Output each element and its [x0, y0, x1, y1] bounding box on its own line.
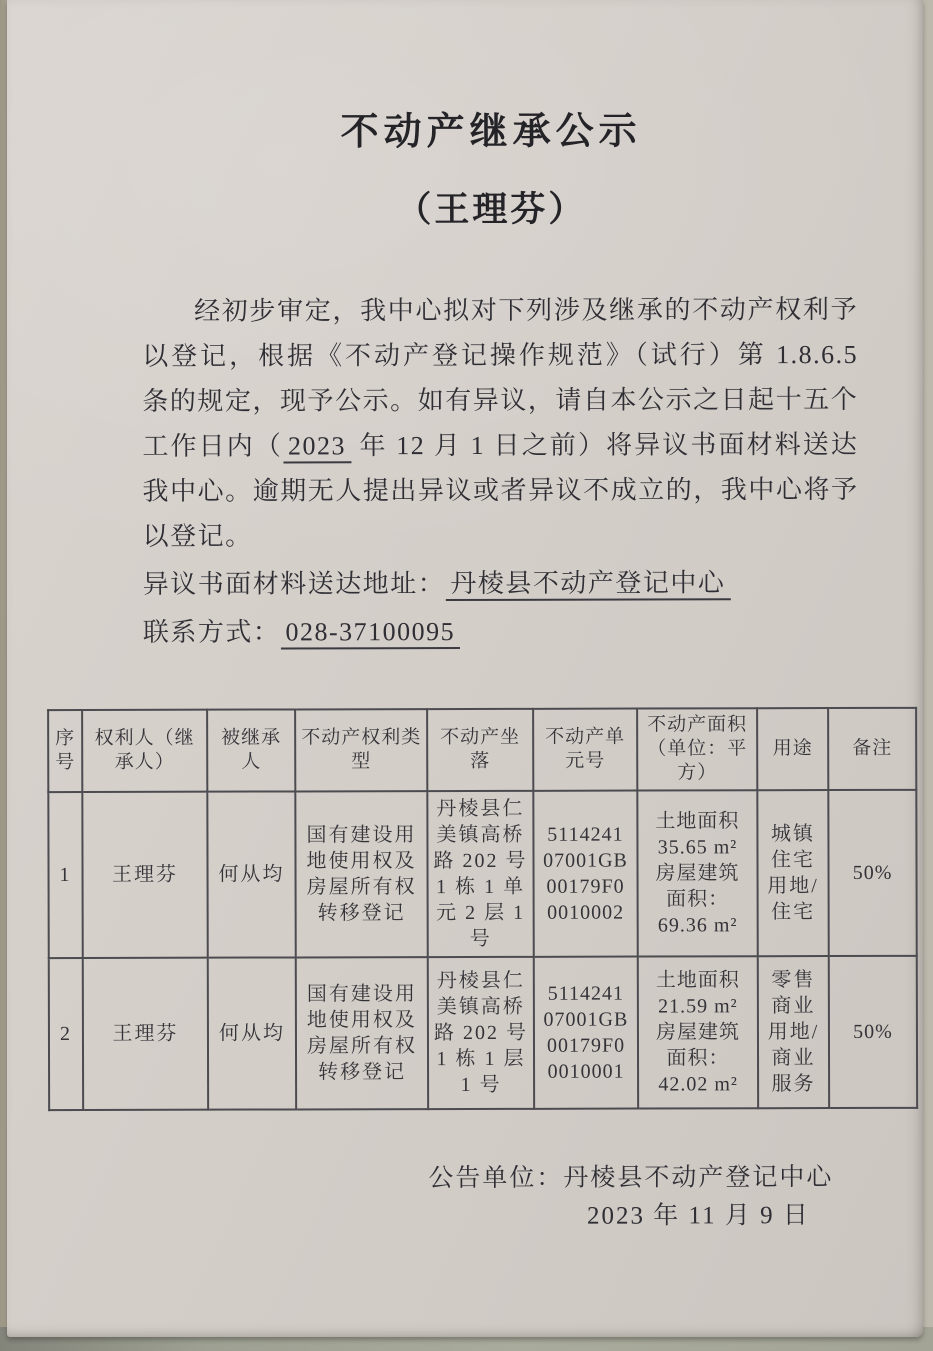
address-value: 丹棱县不动产登记中心	[445, 568, 730, 601]
cell-heir: 王理芬	[82, 792, 207, 958]
document-title: 不动产继承公示	[340, 110, 642, 154]
contact-value: 028-37100095	[280, 617, 460, 649]
document-footer	[428, 1159, 840, 1236]
cell-remark: 50%	[829, 956, 917, 1108]
cell-decedent: 何从均	[208, 957, 296, 1109]
table-header-row	[48, 708, 916, 792]
notice-text-after-year: 年 12 月 1 日之前）将异议书面材料送达我中心。逾期无人提出异议或者异议不成立的，我中心将予以登记。	[142, 429, 859, 551]
cell-usage: 零售商业用地/商业服务	[758, 956, 829, 1108]
date-line: 2023 年 11 月 9 日	[586, 1202, 810, 1230]
cell-remark: 50%	[828, 790, 916, 956]
table-row	[49, 956, 917, 1110]
col-header-location: 不动产坐落	[427, 709, 533, 791]
contact-label: 联系方式：	[142, 617, 281, 647]
document-paper	[7, 0, 923, 1337]
contact-line	[143, 609, 859, 655]
cell-seq: 1	[48, 792, 82, 958]
col-header-unit-no: 不动产单元号	[533, 709, 637, 791]
col-header-seq: 序号	[48, 710, 82, 792]
col-header-remark: 备注	[828, 708, 916, 790]
document-subtitle: （王理芬）	[396, 189, 587, 230]
cell-usage: 城镇住宅用地/住宅	[757, 790, 828, 956]
cell-area: 土地面积 35.65 m² 房屋建筑 面积： 69.36 m²	[637, 790, 757, 956]
col-header-area: 不动产面积（单位：平方）	[637, 708, 757, 790]
cell-right-type: 国有建设用地使用权及房屋所有权转移登记	[295, 791, 427, 957]
cell-seq: 2	[49, 958, 83, 1110]
address-line	[143, 561, 859, 607]
cell-unit-no: 5114241 07001GB 00179F0 0010002	[533, 791, 637, 957]
cell-location: 丹棱县仁美镇高桥路 202 号 1 栋 1 单元 2 层 1 号	[427, 791, 533, 957]
notice-text-before-year: 经初步审定，我中心拟对下列涉及继承的不动产权利予以登记，根据《不动产登记操作规范》（试行）第 1.8.6.5 条的规定，现予公示。如有异议，请自本公示之日起十五个工作日内（	[142, 294, 859, 461]
col-header-heir: 权利人（继承人）	[82, 710, 207, 792]
address-label: 异议书面材料送达地址：	[142, 569, 446, 599]
col-header-right-type: 不动产权利类型	[295, 709, 427, 791]
cell-right-type: 国有建设用地使用权及房屋所有权转移登记	[296, 957, 428, 1109]
issuer-line: 公告单位：丹棱县不动产登记中心	[428, 1164, 834, 1193]
table-row	[48, 790, 916, 958]
cell-unit-no: 5114241 07001GB 00179F0 0010001	[534, 957, 638, 1109]
col-header-usage: 用途	[757, 708, 828, 790]
notice-year-underlined: 2023	[283, 431, 351, 463]
cell-location: 丹棱县仁美镇高桥路 202 号 1 栋 1 层 1 号	[428, 957, 534, 1109]
cell-area: 土地面积 21.59 m² 房屋建筑 面积： 42.02 m²	[638, 956, 758, 1108]
cell-heir: 王理芬	[83, 958, 208, 1110]
document-content	[5, 0, 924, 1338]
col-header-decedent: 被继承人	[207, 709, 295, 791]
notice-paragraph	[142, 287, 859, 559]
property-table	[47, 707, 918, 1111]
cell-decedent: 何从均	[207, 791, 295, 957]
